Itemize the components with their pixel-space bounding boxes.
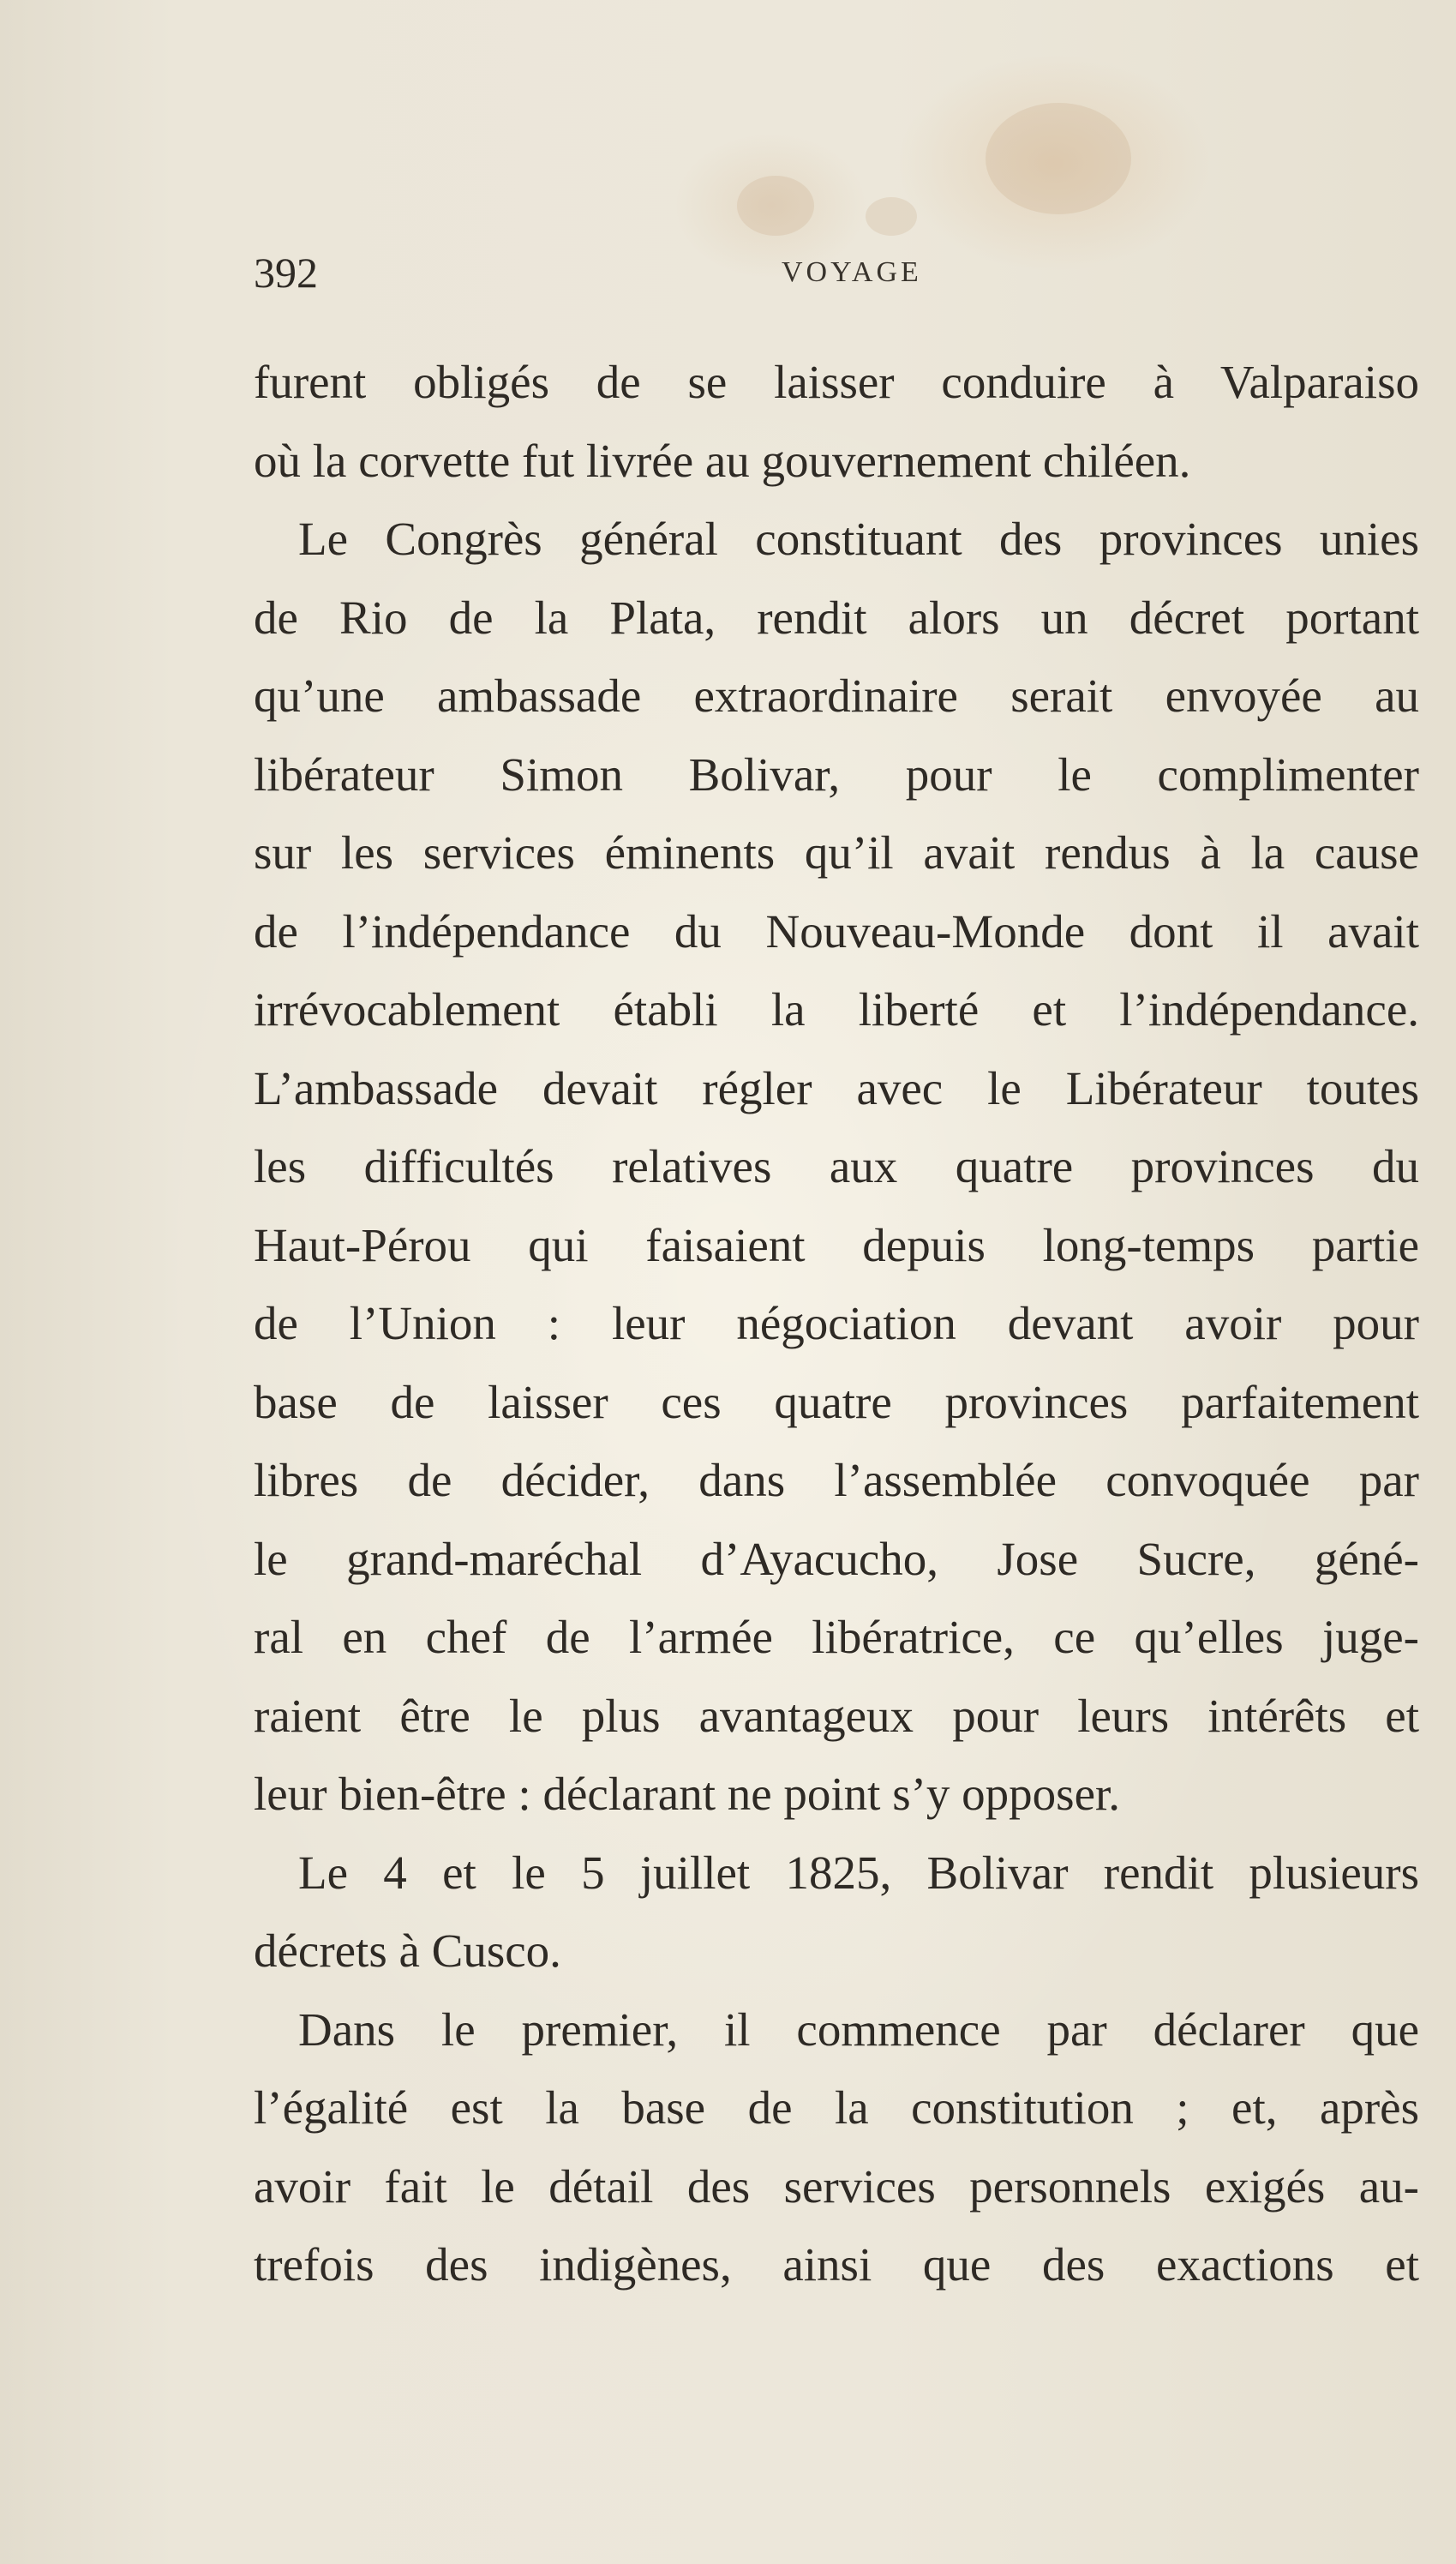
text-line: leur bien-être : déclarant ne point s’y opposer. bbox=[254, 1768, 1121, 1820]
text-line: le grand-maréchal d’Ayacucho, Jose Sucre, géné- bbox=[254, 1532, 1419, 1585]
paragraph-start-line: Dans le premier, il commence par déclarer que bbox=[298, 2003, 1419, 2056]
text-line: les difficultés relatives aux quatre provinces du bbox=[254, 1140, 1419, 1192]
paragraph-start-line: Le Congrès général constituant des provinces unies bbox=[298, 513, 1419, 565]
text-line: l’égalité est la base de la constitution ; et, après bbox=[254, 2081, 1419, 2134]
text-line: avoir fait le détail des services personnels exigés au- bbox=[254, 2159, 1419, 2213]
text-line: trefois des indigènes, ainsi que des exactions et bbox=[254, 2238, 1419, 2291]
text-line: ral en chef de l’armée libératrice, ce qu’elles juge- bbox=[254, 1611, 1419, 1663]
page-number: 392 bbox=[254, 249, 318, 297]
text-line: de Rio de la Plata, rendit alors un décret portant bbox=[254, 591, 1419, 644]
text-line: de l’indépendance du Nouveau-Monde dont il avait bbox=[254, 904, 1419, 958]
text-line: irrévocablement établi la liberté et l’indépendance. bbox=[254, 983, 1419, 1036]
text-line: libérateur Simon Bolivar, pour le complimenter bbox=[254, 748, 1419, 801]
text-line: Haut-Pérou qui faisaient depuis long-temps partie bbox=[254, 1218, 1419, 1271]
text-line: base de laisser ces quatre provinces parfaitement bbox=[254, 1375, 1419, 1428]
text-line: furent obligés de se laisser conduire à Valparaiso bbox=[254, 356, 1419, 408]
text-line: qu’une ambassade extraordinaire serait envoyée au bbox=[254, 670, 1419, 722]
foxing-spot bbox=[737, 176, 814, 236]
body-text bbox=[254, 343, 1419, 2304]
text-line: libres de décider, dans l’assemblée convoquée par bbox=[254, 1454, 1419, 1506]
paragraph-start-line: Le 4 et le 5 juillet 1825, Bolivar rendit plusieurs bbox=[298, 1846, 1419, 1899]
text-line: L’ambassade devait régler avec le Libérateur toutes bbox=[254, 1061, 1419, 1114]
text-line: où la corvette fut livrée au gouvernement chiléen. bbox=[254, 434, 1191, 487]
running-head-title: VOYAGE bbox=[782, 256, 922, 288]
text-line: sur les services éminents qu’il avait rendus à la cause bbox=[254, 826, 1419, 879]
text-line: de l’Union : leur négociation devant avoir pour bbox=[254, 1297, 1419, 1349]
foxing-spot bbox=[986, 103, 1131, 214]
running-head bbox=[254, 247, 1419, 298]
foxing-spot bbox=[866, 197, 917, 236]
text-line: raient être le plus avantageux pour leurs intérêts et bbox=[254, 1689, 1419, 1742]
text-line: décrets à Cusco. bbox=[254, 1925, 561, 1977]
